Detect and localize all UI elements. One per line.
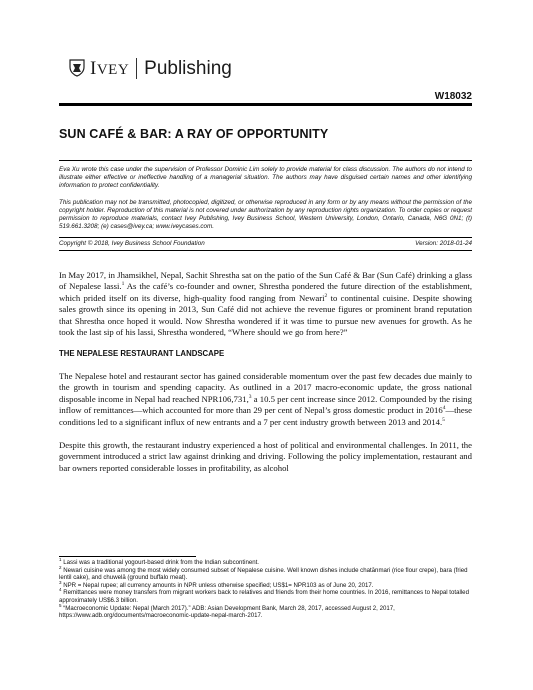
section-heading: THE NEPALESE RESTAURANT LANDSCAPE: [59, 349, 225, 358]
logo-division: Publishing: [144, 57, 232, 79]
landscape-paragraph: The Nepalese hotel and restaurant sector has gained considerable momentum over the past few decades due mainly to the growth in tourism and spending capacity. As outlined in a 2017 macro-economic update, the gross national disposable income in Nepal had reached NPR106,731,$^3$ a 10.5 per cent increase since 2012. Compounded by the rising inflow of remittances—which accounted for more than 29 per cent of Nepal’s gross domestic product in 2016$^4$—these conditions led to a significant influx of new entrants and a 7 per cent industry growth between 2013 and 2014.$^5$: [59, 371, 472, 427]
footnote-4: $^4$ Remittances were money transfers from migrant workers back to relatives and friends from their home countries. In 2016, remittances to Nepal totalled approximately US$6.3 billion.: [59, 587, 469, 604]
footnote-ref: 3: [248, 393, 252, 400]
footnote-rule: [59, 556, 196, 557]
permission-note: This publication may not be transmitted, photocopied, digitized, or otherwise reproduced in any form or by any means without the permission of the copyright holder. Reproduction of this material is not covered under authorization by any reproduction rights organization. To order copies or request permission to reproduce materials, contact Ivey Publishing, Ivey Business School, Western University, London, Ontario, Canada, N6G 0N1; (t) 519.661.3208; (e) cases@ivey.ca; www.iveycases.com.: [59, 199, 472, 231]
version-text: Version: 2018-01-24: [415, 240, 472, 247]
copyright-line: [59, 240, 472, 247]
logo-wordmark: IVEY: [90, 57, 130, 79]
intro-paragraph: In May 2017, in Jhamsikhel, Nepal, Sachit Shrestha sat on the patio of the Sun Café & Bar (Sun Café) drinking a glass of Nepalese lassi.$^1$ As the café’s co-founder and owner, Shrestha pondered the future direction of the establishment, which prided itself on its diverse, high-quality food ranging from Newari$^2$ to continental cuisine. Despite showing sales growth since its opening in 2013, Sun Café did not achieve the revenue figures or prominent brand reputation that Shrestha once hoped it would. Now Shrestha wondered if it was time to pursue new avenues for growth. As he took the last sip of his lassi, Shrestha wondered, “Where should we go from here?”: [59, 270, 472, 338]
author-note: Eva Xu wrote this case under the supervision of Professor Dominic Lim solely to provide material for class discussion. The authors do not intend to illustrate either effective or ineffective handling of a managerial situation. The authors may have disguised certain names and other identifying information to protect confidentiality.: [59, 166, 472, 190]
footnote-ref: 4: [442, 405, 446, 412]
challenges-paragraph: Despite this growth, the restaurant industry experienced a host of political and environmental challenges. In 2011, the government introduced a strict law against drinking and driving. Following the policy implementation, restaurant and bar owners reported considerable losses in profitability, as alcohol: [59, 440, 472, 473]
footnote-5: $^5$ “Macroeconomic Update: Nepal (March 2017).” ADB: Asian Development Bank, March 28, 2017, accessed August 2, 2017, https://www.adb.org/documents/macroeconomic-update-nepal-march-2017.: [59, 602, 395, 620]
header-rule: [59, 103, 472, 106]
copyright-rule-bottom: [59, 250, 472, 251]
copyright-rule-top: [59, 237, 472, 238]
case-title: SUN CAFÉ & BAR: A RAY OF OPPORTUNITY: [59, 127, 329, 141]
ivey-publishing-logo: [69, 56, 232, 80]
footnotes: [59, 556, 472, 620]
footnote-ref: 5: [442, 416, 445, 423]
footnote-3: $^3$ NPR = Nepal rupee; all currency amounts in NPR unless otherwise specified; US$1= NPR103 as of June 20, 2017.: [59, 579, 374, 589]
case-number: W18032: [434, 91, 472, 102]
footnote-ref: 2: [324, 292, 328, 299]
crest-icon: [69, 59, 85, 77]
title-rule: [59, 160, 472, 161]
copyright-text: Copyright © 2018, Ivey Business School Foundation: [59, 240, 205, 247]
footnote-ref: 1: [121, 281, 125, 288]
footnote-1: $^1$ Lassi was a traditional yogourt-based drink from the Indian subcontinent.: [59, 556, 259, 566]
logo-divider: [136, 58, 137, 79]
footnote-2: $^2$ Newari cuisine was among the most widely consumed subset of Nepalese cuisine. Well known dishes include chatānmari (rice flour crepe), bara (fried lentil cake), and chuwelā (ground buffalo meat).: [59, 564, 468, 582]
